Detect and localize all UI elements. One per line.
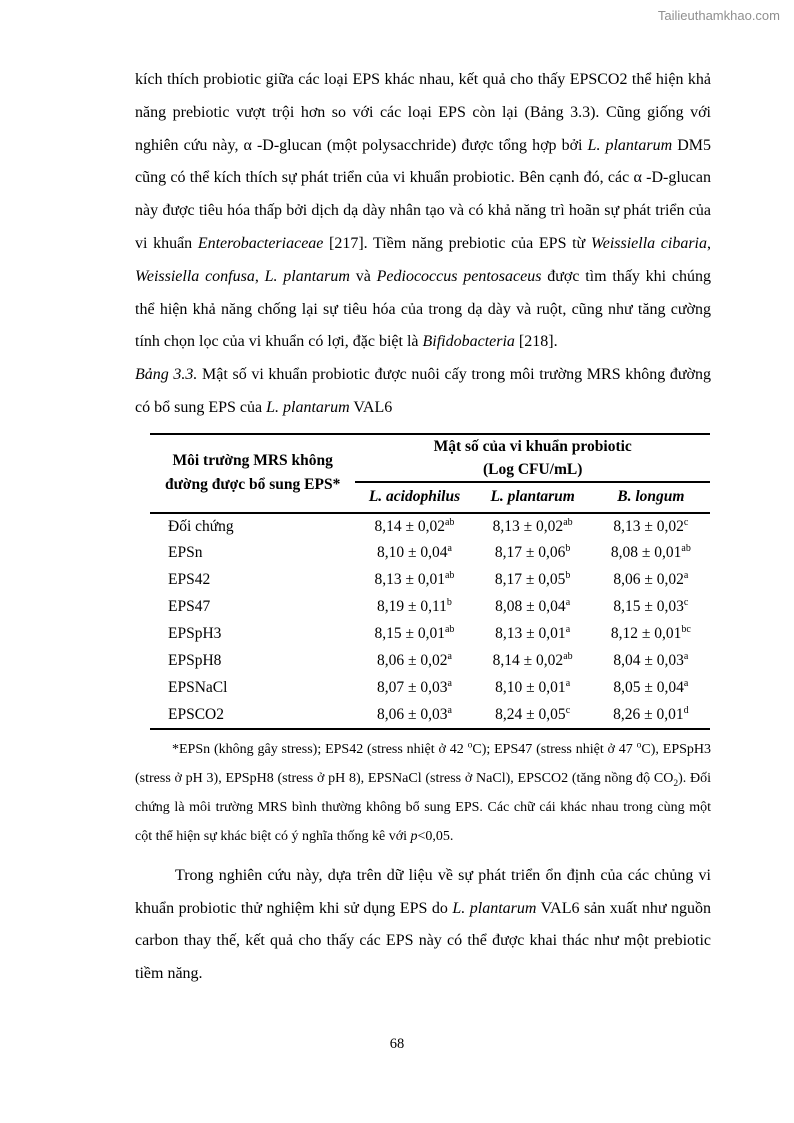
watermark-link[interactable]: Tailieuthamkhao.com <box>657 8 780 23</box>
significance-letters: d <box>683 704 689 716</box>
paragraph-conclusion: Trong nghiên cứu này, dựa trên dữ liệu về sự phát triển ổn định của các chủng vi khuẩn probiotic thử nghiệm khi sử dụng EPS do L. plantarum VAL6 sản xuất như nguồn carbon thay thế, kết quả cho thấy các EPS này có thể được khai thác như một prebiotic tiềm năng. <box>135 866 712 983</box>
cell-value: 8,14 ± 0,02$^{ab}$ <box>492 651 573 670</box>
significance-letters: a <box>683 570 689 582</box>
cell-value: 8,26 ± 0,01$^d$ <box>592 702 710 729</box>
row-label: EPSNaCl <box>168 679 228 697</box>
significance-letters: bc <box>681 624 691 636</box>
cell-value: 8,15 ± 0,03$^c$ <box>613 597 689 616</box>
probiotic-results-table <box>150 433 710 730</box>
cell-value: 8,13 ± 0,01$^{ab}$ <box>374 570 455 589</box>
significance-letters: a <box>447 704 452 716</box>
table-header-medium-line1: Môi trường MRS không <box>172 452 333 470</box>
significance-letters: a <box>447 678 452 690</box>
significance-letters: ab <box>444 516 455 528</box>
paragraph-eps-prebiotic: kích thích probiotic giữa các loại EPS khác nhau, kết quả cho thấy EPSCO2 thể hiện khả năng prebiotic vượt trội hơn so với các loại EPS còn lại (Bảng 3.3). Cũng giống với nghiên cứu này, α -D-glucan (một polysacchride) được tổng hợp bởi L. plantarum DM5 cũng có thể kích thích sự phát triển của vi khuẩn probiotic. Bên cạnh đó, các α -D-glucan này được tiêu hóa thấp bởi dịch dạ dày nhân tạo và có khả năng trì hoãn sự phát triển của vi khuẩn Enterobacteriaceae [217]. Tiềm năng prebiotic của EPS từ Weissiella cibaria, Weissiella confusa, L. plantarum và Pediococcus pentosaceus được tìm thấy khi chúng thể hiện khả năng chống lại sự tiêu hóa của trong dạ dày và ruột, cũng như tăng cường tính chọn lọc của vi khuẩn có lợi, đặc biệt là Bifidobacteria [218]. <box>135 71 712 351</box>
significance-letters: b <box>565 543 571 555</box>
table-row <box>150 594 710 621</box>
table-footnote: *EPSn (không gây stress); EPS42 (stress nhiệt ở 42 $^o$C); EPS47 (stress nhiệt ở 47 $^o$C), EPSpH3 (stress ở pH 3), EPSpH8 (stress ở pH 8), EPSNaCl (stress ở NaCl), EPSCO2 (tăng nồng độ $CO_2$). Đối chứng là môi trường MRS bình thường không bổ sung EPS. Các chữ cái khác nhau trong cùng một cột thể hiện sự khác biệt có ý nghĩa thống kê với p<0,05. <box>135 740 712 844</box>
table-row <box>150 621 710 648</box>
row-label: EPSCO2 <box>150 702 355 729</box>
table-header-medium-line2: đường được bổ sung EPS* <box>165 476 341 494</box>
cell-value: 8,19 ± 0,11$^b$ <box>376 597 452 616</box>
significance-letters: ab <box>444 570 455 582</box>
cell-value: 8,17 ± 0,05$^b$ <box>494 570 571 589</box>
cell-value: 8,06 ± 0,03$^a$ <box>355 702 473 729</box>
cell-value: 8,08 ± 0,01$^{ab}$ <box>610 543 691 562</box>
column-b-longum: B. longum <box>592 482 710 513</box>
significance-letters: c <box>565 704 571 716</box>
cell-value: 8,10 ± 0,04$^a$ <box>376 543 452 562</box>
row-label: EPSn <box>168 544 203 562</box>
table-row <box>150 540 710 567</box>
cell-value: 8,04 ± 0,03$^a$ <box>613 651 689 670</box>
page-number: 68 <box>389 1036 405 1052</box>
cell-value: 8,10 ± 0,01$^a$ <box>495 678 571 697</box>
cell-value: 8,12 ± 0,01$^{bc}$ <box>610 624 691 643</box>
table-row <box>150 702 710 729</box>
table-header-count-line1: Mật số của vi khuẩn probiotic <box>433 437 632 455</box>
row-label: EPS47 <box>168 598 211 616</box>
cell-value: 8,15 ± 0,01$^{ab}$ <box>374 624 455 643</box>
table-row <box>150 648 710 675</box>
column-l-plantarum: L. plantarum <box>474 482 592 513</box>
table-header-medium <box>150 434 355 513</box>
row-label: EPSpH3 <box>168 625 222 643</box>
cell-value: 8,06 ± 0,02$^a$ <box>613 570 689 589</box>
row-label: EPS42 <box>168 571 211 589</box>
cell-value: 8,08 ± 0,04$^a$ <box>495 597 571 616</box>
significance-letters: a <box>447 651 452 663</box>
cell-value: 8,05 ± 0,04$^a$ <box>613 678 689 697</box>
page-content <box>135 64 711 991</box>
table-header-row <box>150 434 710 482</box>
significance-letters: a <box>447 543 452 555</box>
table-row <box>150 567 710 594</box>
significance-letters: ab <box>681 543 691 555</box>
cell-value: 8,24 ± 0,05$^c$ <box>474 702 592 729</box>
cell-value: 8,14 ± 0,02$^{ab}$ <box>374 516 455 535</box>
significance-letters: ab <box>563 516 573 528</box>
table-row <box>150 513 710 540</box>
table-header-count-line2: (Log CFU/mL) <box>482 460 583 478</box>
table-header-count <box>355 434 710 482</box>
row-label: EPSpH8 <box>168 652 222 670</box>
row-label: Đối chứng <box>168 517 234 535</box>
significance-letters: a <box>565 678 571 690</box>
cell-value: 8,07 ± 0,03$^a$ <box>376 678 452 697</box>
significance-letters: b <box>446 597 452 609</box>
cell-value: 8,13 ± 0,02$^{ab}$ <box>492 516 573 535</box>
significance-letters: b <box>565 570 571 582</box>
significance-letters: a <box>565 624 571 636</box>
cell-value: 8,13 ± 0,02$^c$ <box>613 516 689 535</box>
significance-letters: c <box>683 516 689 528</box>
cell-value: 8,17 ± 0,06$^b$ <box>494 543 571 562</box>
significance-letters: ab <box>444 624 455 636</box>
significance-letters: a <box>683 651 689 663</box>
significance-letters: a <box>683 678 689 690</box>
table-caption: Bảng 3.3. Mật số vi khuẩn probiotic được nuôi cấy trong môi trường MRS không đường có bổ sung EPS của L. plantarum VAL6 <box>135 366 711 416</box>
significance-letters: c <box>683 597 689 609</box>
significance-letters: a <box>565 597 571 609</box>
table-row <box>150 675 710 702</box>
significance-letters: ab <box>563 651 573 663</box>
cell-value: 8,06 ± 0,02$^a$ <box>376 651 452 670</box>
column-l-acidophilus: L. acidophilus <box>355 482 473 513</box>
cell-value: 8,13 ± 0,01$^a$ <box>495 624 571 643</box>
